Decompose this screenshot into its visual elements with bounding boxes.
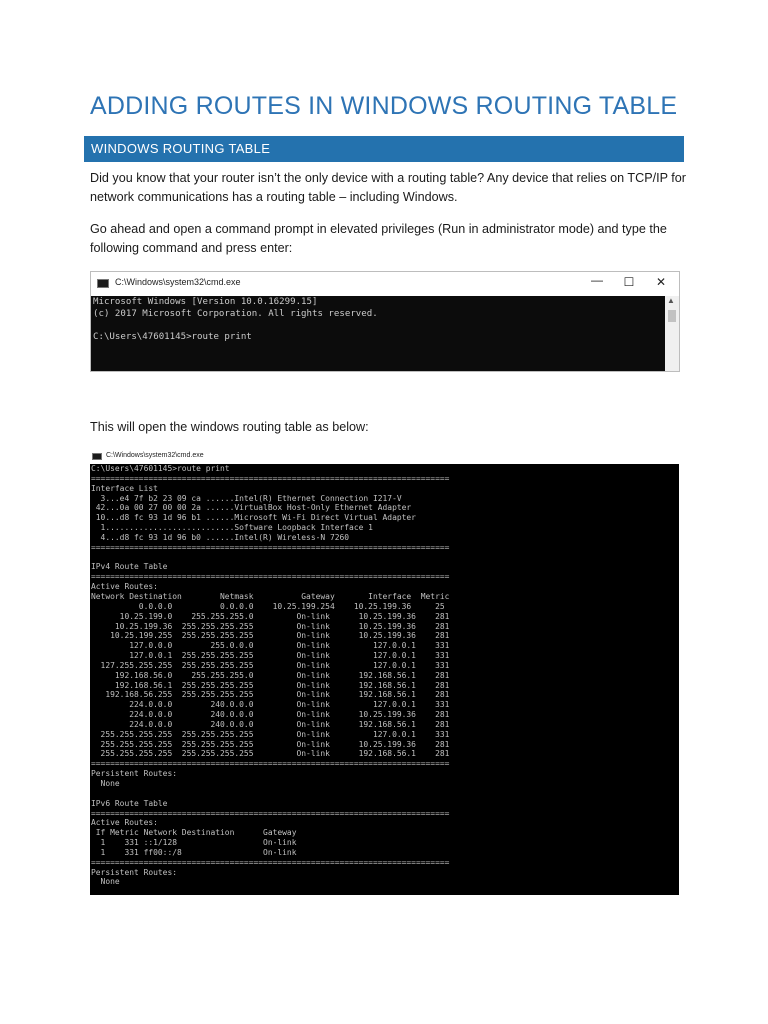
scrollbar-thumb[interactable]	[668, 310, 676, 322]
console-line: 255.255.255.255 255.255.255.255 On-link 192.168.56.1 281	[91, 749, 450, 759]
console-line: C:\Users\47601145>route print	[93, 331, 252, 342]
paragraph-instructions: Go ahead and open a command prompt in elevated privileges (Run in administrator mode) and type the following command and press enter:	[90, 222, 667, 255]
console-line: ===========================================================================	[91, 542, 450, 552]
console-output-text	[93, 297, 378, 343]
console-line: 4...d8 fc 93 1d 96 b0 ......Intel(R) Wireless-N 7260	[91, 532, 350, 542]
console-line: 255.255.255.255 255.255.255.255 On-link 10.25.199.36 281	[91, 739, 450, 749]
minimize-icon[interactable]: —	[591, 273, 603, 287]
console-line: 127.0.0.0 255.0.0.0 On-link 127.0.0.1 331	[91, 641, 450, 651]
console-line: 192.168.56.255 255.255.255.255 On-link 192.168.56.1 281	[91, 690, 450, 700]
routing-table-window-title: C:\Windows\system32\cmd.exe	[106, 452, 204, 459]
console-line: 10.25.199.255 255.255.255.255 On-link 10.25.199.36 281	[91, 631, 450, 641]
document-title: ADDING ROUTES IN WINDOWS ROUTING TABLE	[90, 92, 678, 120]
console-line: 127.255.255.255 255.255.255.255 On-link 127.0.0.1 331	[91, 660, 450, 670]
paragraph-intro	[90, 169, 690, 207]
console-window-command	[90, 271, 680, 372]
scroll-up-icon[interactable]: ▲	[667, 296, 675, 305]
routing-table-window-titlebar	[90, 450, 679, 464]
console-line: ===========================================================================	[91, 759, 450, 769]
section-heading: WINDOWS ROUTING TABLE	[91, 141, 271, 156]
console-line: 1 331 ::1/128 On-link	[91, 838, 297, 848]
console-line: None	[91, 779, 120, 788]
console-line: 224.0.0.0 240.0.0.0 On-link 10.25.199.36 281	[91, 710, 450, 720]
console-line: C:\Users\47601145>route print	[91, 464, 230, 473]
console-line: 255.255.255.255 255.255.255.255 On-link 127.0.0.1 331	[91, 729, 450, 739]
console-line: Network Destination Netmask Gateway Interface Metric	[91, 591, 450, 601]
console-line: 1 331 ff00::/8 On-link	[91, 847, 297, 857]
console-line: 224.0.0.0 240.0.0.0 On-link 127.0.0.1 331	[91, 700, 450, 710]
console-line: ===========================================================================	[91, 473, 450, 483]
paragraph-intro-end: the only device with a routing table? Any device that relies on TCP/IP for network communications has a routing table – including Windows.	[90, 171, 686, 204]
console-line: If Metric Network Destination Gateway	[91, 828, 297, 838]
console-line: 0.0.0.0 0.0.0.0 10.25.199.254 10.25.199.36 25	[91, 601, 445, 611]
console-line: Interface List	[91, 483, 158, 493]
console-output-area[interactable]	[91, 296, 665, 371]
paragraph-routing-table-intro: This will open the windows routing table as below:	[90, 420, 369, 434]
console-line: Microsoft Windows [Version 10.0.16299.15]	[93, 297, 318, 307]
console-line: (c) 2017 Microsoft Corporation. All rights reserved.	[93, 308, 378, 319]
console-line: None	[91, 877, 120, 887]
routing-table-console[interactable]	[90, 464, 679, 895]
console-line: 3...e4 7f b2 23 09 ca ......Intel(R) Ethernet Connection I217-V	[91, 493, 402, 503]
console-line: IPv4 Route Table	[91, 562, 168, 572]
console-scrollbar[interactable]	[665, 296, 679, 371]
console-line: Persistent Routes:	[91, 769, 178, 779]
console-line: Persistent Routes:	[91, 867, 178, 877]
console-line: 10...d8 fc 93 1d 96 b1 ......Microsoft Wi-Fi Direct Virtual Adapter	[91, 513, 416, 523]
console-line: ===========================================================================	[91, 857, 450, 867]
console-window-title: C:\Windows\system32\cmd.exe	[115, 277, 241, 287]
cmd-icon	[92, 453, 102, 460]
console-line: 192.168.56.0 255.255.255.0 On-link 192.168.56.1 281	[91, 670, 450, 680]
console-line: 42...0a 00 27 00 00 2a ......VirtualBox Host-Only Ethernet Adapter	[91, 503, 412, 513]
console-line: ===========================================================================	[91, 572, 450, 582]
console-line: 192.168.56.1 255.255.255.255 On-link 192.168.56.1 281	[91, 680, 450, 690]
console-line: 10.25.199.36 255.255.255.255 On-link 10.25.199.36 281	[91, 621, 450, 631]
close-icon[interactable]: ✕	[655, 275, 667, 289]
console-titlebar	[91, 272, 679, 296]
console-line: IPv6 Route Table	[91, 798, 168, 808]
paragraph-intro-start: Did you know that your router	[90, 171, 258, 185]
cmd-icon	[97, 279, 109, 288]
section-heading-bar	[84, 136, 684, 162]
console-line: ===========================================================================	[91, 808, 450, 818]
console-line: 1...........................Software Loopback Interface 1	[91, 523, 373, 533]
console-line: 127.0.0.1 255.255.255.255 On-link 127.0.0.1 331	[91, 651, 450, 661]
console-line: Active Routes:	[91, 582, 158, 592]
paragraph-intro-emphasis: isn’t	[258, 171, 281, 185]
console-line: 224.0.0.0 240.0.0.0 On-link 192.168.56.1 281	[91, 719, 450, 729]
console-line: Active Routes:	[91, 818, 158, 828]
routing-table-output	[91, 464, 449, 887]
console-line: 10.25.199.0 255.255.255.0 On-link 10.25.199.36 281	[91, 611, 450, 621]
maximize-icon[interactable]: ☐	[623, 275, 635, 289]
